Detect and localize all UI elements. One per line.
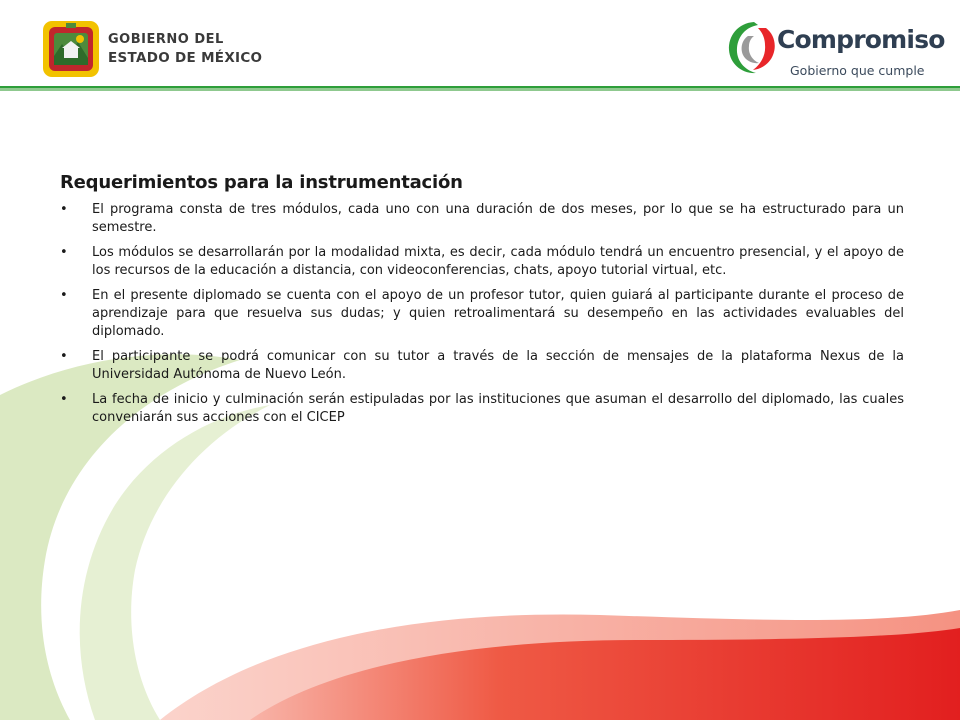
- bullet-dot: •: [60, 245, 68, 260]
- gov-logo-line2: ESTADO DE MÉXICO: [108, 50, 263, 66]
- bullet-text: La fecha de inicio y culminación serán estipuladas por las instituciones que asuman el desarrollo del diplomado, las cuales conveniarán sus acciones con el CICEP: [92, 392, 904, 425]
- bullet-item: [60, 287, 904, 341]
- bullet-item: [60, 391, 904, 427]
- bullet-item: [60, 201, 904, 237]
- state-coat-of-arms-icon: [40, 18, 102, 80]
- bullet-list: [60, 201, 904, 427]
- bullet-dot: •: [60, 202, 68, 217]
- bullet-text: Los módulos se desarrollarán por la modalidad mixta, es decir, cada módulo tendrá un encuentro presencial, y el apoyo de los recursos de la educación a distancia, con videoconferencias, chats, apoyo tutorial virtual, etc.: [92, 245, 904, 278]
- bullet-dot: •: [60, 392, 68, 407]
- gobierno-estado-mexico-logo: [40, 18, 262, 80]
- compromiso-title: Compromiso: [777, 25, 945, 54]
- bullet-item: [60, 244, 904, 280]
- slide-header: [0, 0, 960, 100]
- slide-content: [60, 172, 904, 434]
- compromiso-swirl-icon: [724, 18, 780, 78]
- slide-title: Requerimientos para la instrumentación: [60, 172, 463, 193]
- bullet-text: El programa consta de tres módulos, cada uno con una duración de dos meses, por lo que se ha estructurado para un semestre.: [92, 202, 904, 235]
- bullet-text: En el presente diplomado se cuenta con el apoyo de un profesor tutor, quien guiará al participante durante el proceso de aprendizaje para que resuelva sus dudas; y quien retroalimentará su desempeño en las actividades evaluables del diplomado.: [92, 288, 904, 339]
- bullet-item: [60, 348, 904, 384]
- header-green-rule: [0, 86, 960, 91]
- compromiso-logo: [724, 18, 945, 82]
- bullet-dot: •: [60, 349, 68, 364]
- bullet-text: El participante se podrá comunicar con su tutor a través de la sección de mensajes de la plataforma Nexus de la Universidad Autónoma de Nuevo León.: [92, 349, 904, 382]
- compromiso-subtitle: Gobierno que cumple: [790, 63, 925, 78]
- gov-logo-line1: GOBIERNO DEL: [108, 32, 224, 47]
- bullet-dot: •: [60, 288, 68, 303]
